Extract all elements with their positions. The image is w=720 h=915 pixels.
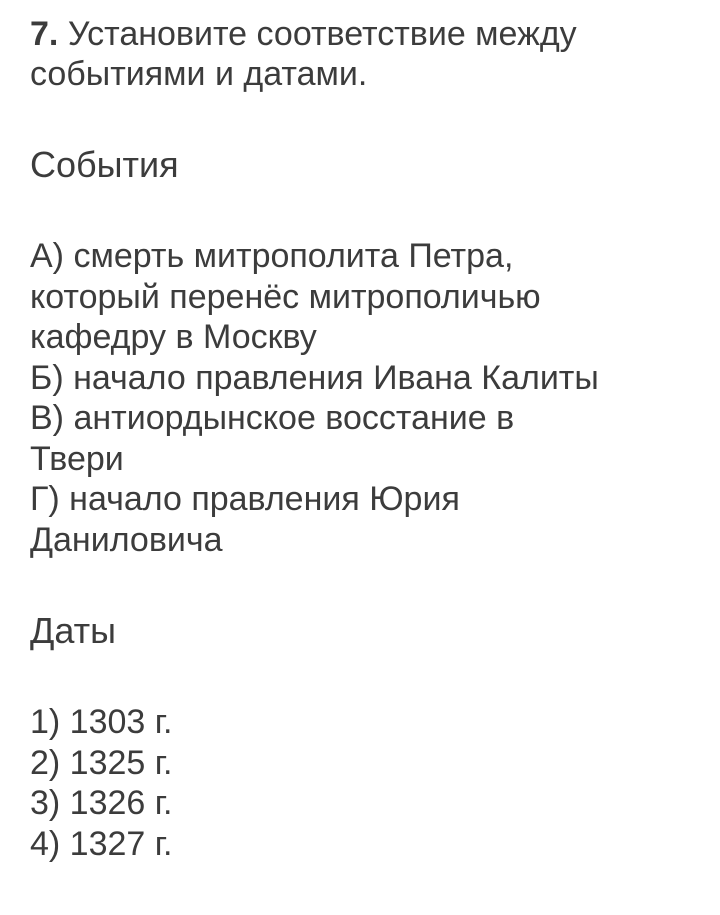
dates-list [30,702,700,864]
spacer [30,94,700,144]
question-card [30,14,700,864]
spacer [30,652,700,702]
event-line: Г) начало правления Юрия [30,480,460,518]
event-line: Б) начало правления Ивана Калиты [30,358,599,397]
event-line: В) антиордынское восстание в [30,399,515,437]
event-line: кафедру в Москву [30,318,317,356]
date-line: 4) 1327 г. [30,824,173,863]
event-line: Твери [30,439,124,478]
events-list [30,236,700,560]
question-title-text-1: Установите соответствие между [67,15,577,53]
event-line: который перенёс митрополичью [30,277,541,316]
spacer [30,186,700,236]
date-line: 2) 1325 г. [30,743,173,782]
event-line: А) смерть митрополита Петра, [30,237,514,275]
dates-heading: Даты [30,610,116,651]
question-title [30,14,700,94]
question-number: 7. [30,15,59,53]
spacer [30,560,700,610]
question-title-line-1 [30,14,700,54]
event-line: Даниловича [30,520,223,559]
events-heading: События [30,144,179,185]
question-title-line-2: событиями и датами. [30,55,368,93]
date-line: 3) 1326 г. [30,784,173,822]
date-line: 1) 1303 г. [30,703,173,741]
